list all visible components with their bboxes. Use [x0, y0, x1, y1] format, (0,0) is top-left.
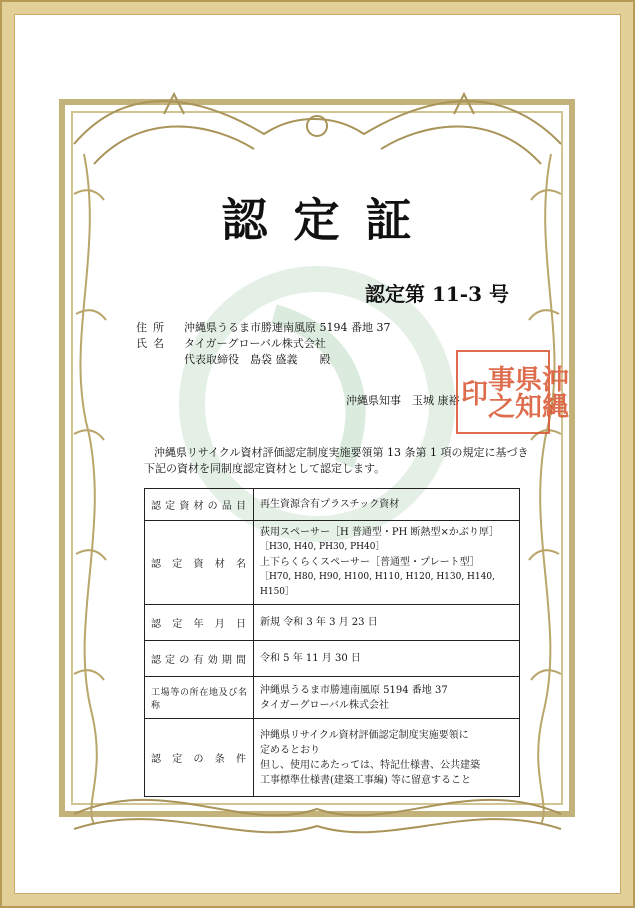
table-row	[145, 719, 520, 797]
seal-char: 事之	[483, 365, 514, 419]
row-header: 認定資材名	[145, 521, 254, 605]
table-row	[145, 605, 520, 641]
row-header: 認定資材の品目	[145, 489, 254, 521]
row-header: 認定年月日	[145, 605, 254, 641]
table-row	[145, 521, 520, 605]
official-seal	[456, 350, 568, 434]
row-value: 新規 令和 3 年 3 月 23 日	[254, 605, 520, 641]
seal-char: 沖縄	[537, 365, 568, 419]
row-value: 沖縄県うるま市勝連南風原 5194 番地 37 タイガーグローバル株式会社	[254, 677, 520, 719]
table-row	[145, 489, 520, 521]
certificate-paper	[14, 14, 621, 894]
certificate-number: 認定第 11-3 号	[365, 282, 509, 306]
row-value: 令和 5 年 11 月 30 日	[254, 641, 520, 677]
seal-char: 印	[456, 378, 487, 406]
row-value: 荻用スペーサー［H 普通型・PH 断熱型×かぶり厚］ ［H30, H40, PH30, PH40］ 上下らくらくスペーサー［普通型・プレート型］ ［H70, H80, H90, H100, H110, H120, H130, H140, H150］	[254, 521, 520, 605]
address-label: 住所	[136, 321, 170, 334]
certification-table	[144, 488, 520, 797]
recipient-address: 沖縄県うるま市勝連南風原 5194 番地 37	[184, 321, 391, 334]
recipient-representative: 代表取締役 島袋 盛義 殿	[184, 353, 331, 366]
seal-char: 県知	[510, 365, 541, 419]
row-header: 認定の有効期間	[145, 641, 254, 677]
certification-statement: 沖縄県リサイクル資材評価認定制度実施要領第 13 条第 1 項の規定に基づき下記の資材を同制度認定資材として認定します。	[144, 446, 529, 475]
certificate-title: 認定証	[221, 193, 438, 247]
row-header: 認定の条件	[145, 719, 254, 797]
row-value: 沖縄県リサイクル資材評価認定制度実施要領に 定めるとおり 但し、使用にあたっては、特記仕様書、公共建築 工事標準仕様書(建築工事編) 等に留意すること	[254, 719, 520, 797]
row-header: 工場等の所在地及び名称	[145, 677, 254, 719]
recipient-company: タイガーグローバル株式会社	[184, 337, 326, 350]
recipient-block	[136, 320, 390, 368]
table-row	[145, 641, 520, 677]
issuer-governor: 沖縄県知事 玉城 康裕	[346, 394, 460, 407]
row-value: 再生資源含有プラスチック資材	[254, 489, 520, 521]
table-row	[145, 677, 520, 719]
name-label: 氏名	[136, 337, 170, 350]
